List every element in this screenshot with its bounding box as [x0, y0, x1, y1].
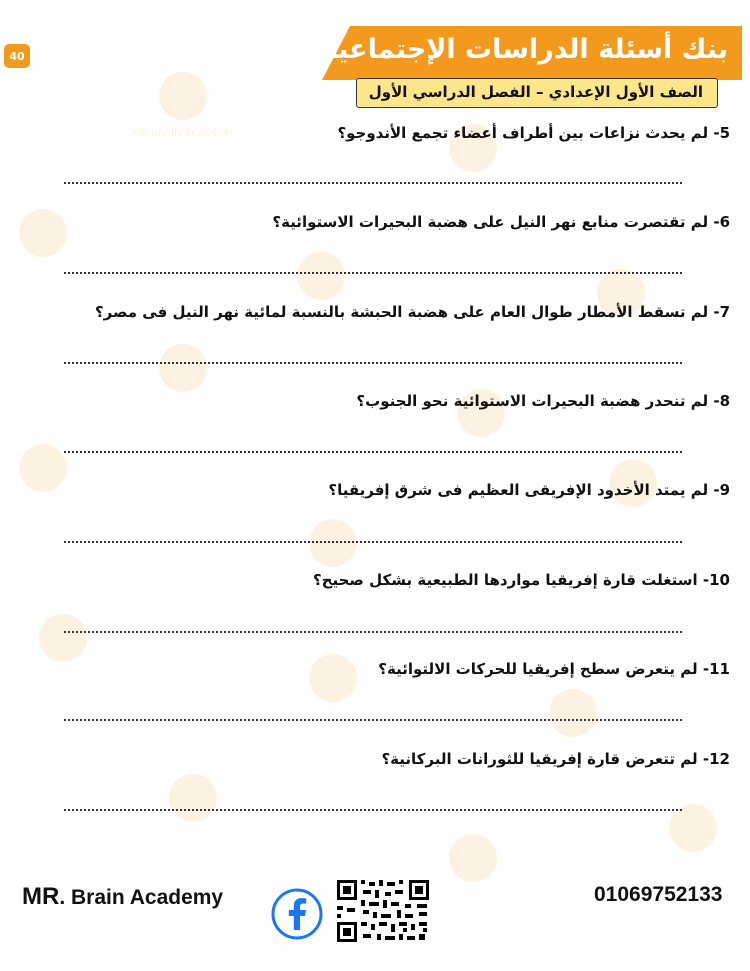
phone-number: 01069752133: [594, 883, 723, 906]
watermark-logo: [140, 330, 226, 416]
watermark-logo: [438, 375, 524, 461]
page-number-badge: 40: [4, 44, 30, 68]
watermark-logo: [20, 600, 106, 686]
facebook-icon[interactable]: [270, 887, 324, 941]
page-title: بنك أسئلة الدراسات الإجتماعية: [321, 34, 728, 65]
watermark-logo: [150, 760, 236, 846]
watermark-logo: [132, 58, 234, 144]
watermark-logo: [0, 430, 86, 516]
watermark-logo: [0, 195, 86, 281]
title-banner: [322, 26, 742, 80]
answer-line[interactable]: [64, 719, 682, 721]
question-text: 11- لم يتعرض سطح إفريقيا للحركات الالتوائية؟: [378, 660, 730, 678]
answer-line[interactable]: [64, 631, 682, 633]
watermark-logo: [290, 640, 376, 726]
answer-line[interactable]: [64, 809, 682, 811]
answer-line[interactable]: [64, 541, 682, 543]
answer-line[interactable]: [64, 182, 682, 184]
question-text: 10- استغلت قارة إفريقيا مواردها الطبيعية بشكل صحيح؟: [312, 571, 730, 589]
question-text: 12- لم تتعرض قارة إفريقيا للثورانات البركانية؟: [381, 750, 730, 768]
question-text: 8- لم تنحدر هضبة البحيرات الاستوائية نحو الجنوب؟: [356, 392, 730, 410]
watermark-logo: [530, 675, 616, 761]
brand-rest: . Brain Academy: [59, 886, 224, 909]
watermark-logo: [430, 820, 516, 906]
question-text: 5- لم يحدث نزاعات بين أطراف أعضاء تجمع الأندوجو؟: [337, 124, 730, 142]
answer-line[interactable]: [64, 451, 682, 453]
question-text: 6- لم تقتصرت منابع نهر النيل على هضبة البحيرات الاستوائية؟: [272, 213, 730, 231]
question-text: 9- لم يمتد الأخدود الإفريقى العظيم فى شرق إفريقيا؟: [328, 481, 730, 499]
answer-line[interactable]: [64, 272, 682, 274]
watermark-logo: [650, 790, 736, 876]
qr-code[interactable]: [335, 878, 431, 944]
page-subtitle: الصف الأول الإعدادي – الفصل الدراسي الأول: [368, 83, 703, 101]
brand-prefix: MR: [22, 883, 60, 910]
svg-text:MR BRAIN ACADEMY: MR BRAIN ACADEMY: [132, 128, 234, 139]
answer-line[interactable]: [64, 362, 682, 364]
brand-name: [22, 883, 223, 911]
watermark-logo: [578, 255, 664, 341]
subtitle-banner: [356, 78, 718, 108]
question-text: 7- لم تسقط الأمطار طوال العام على هضبة الحبشة بالنسبة لمائية نهر النيل فى مصر؟: [94, 303, 730, 321]
